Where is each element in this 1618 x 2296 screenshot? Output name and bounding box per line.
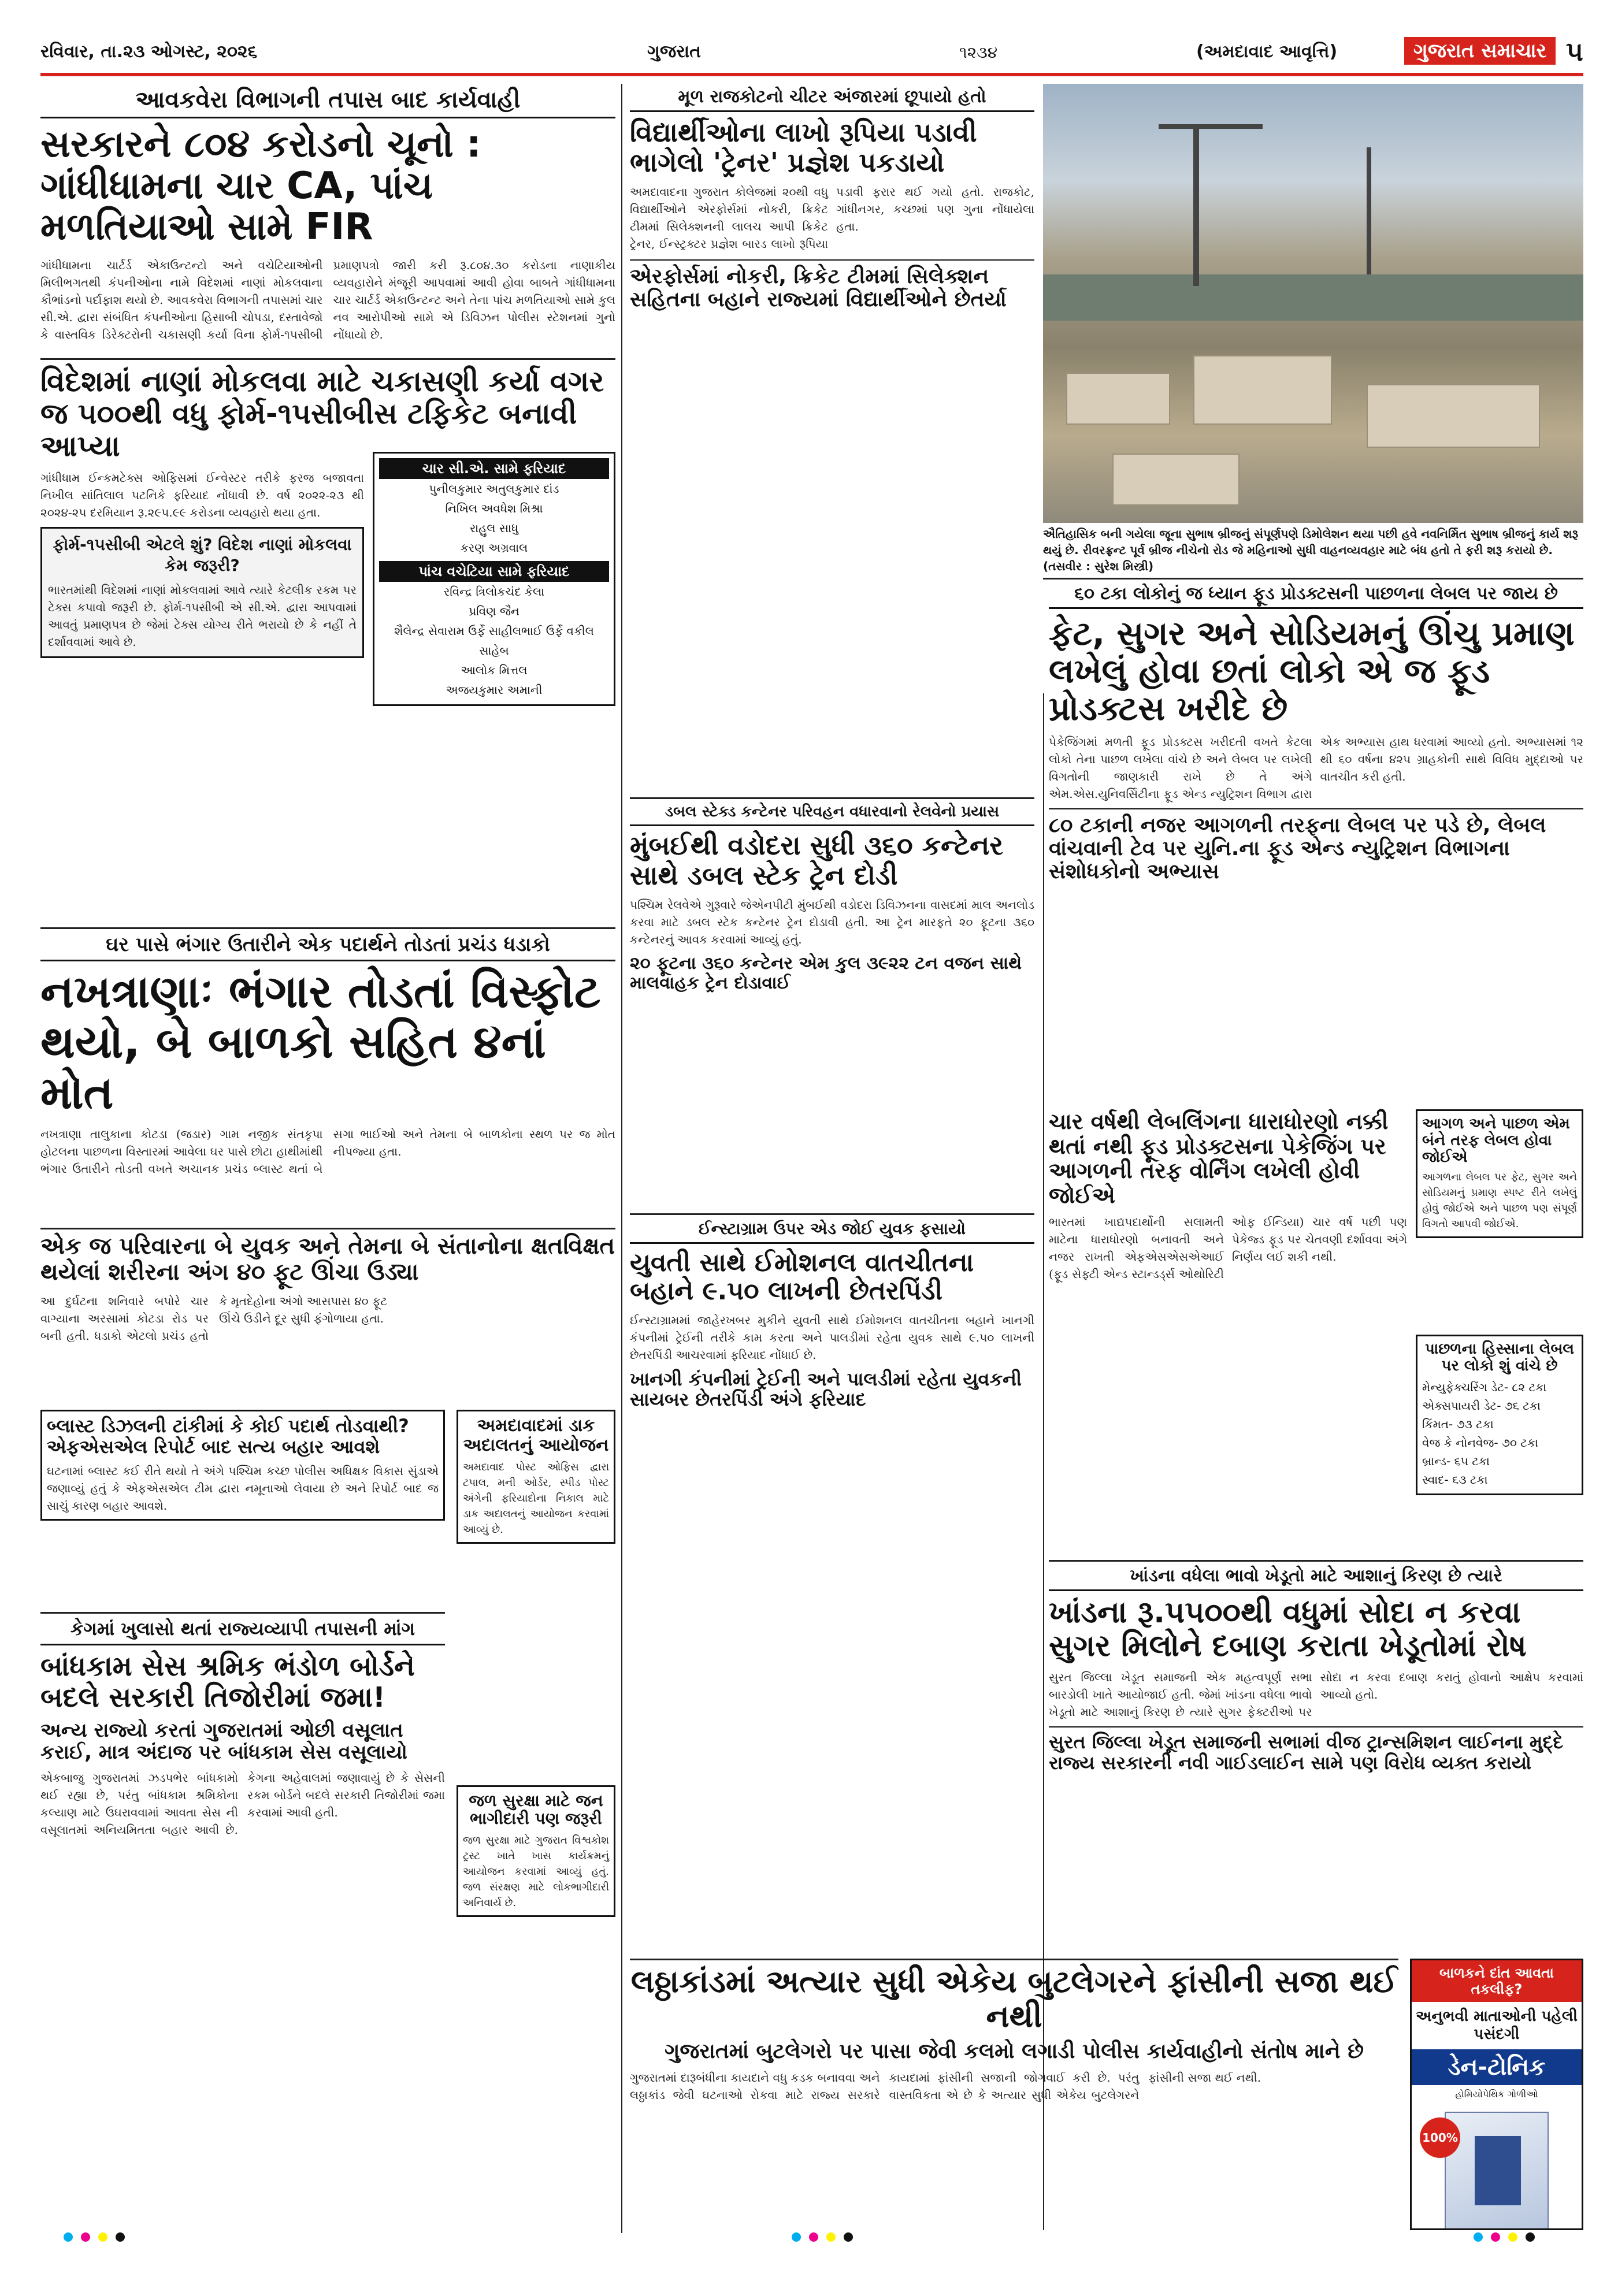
- story-body: આ દુર્ઘટના શનિવારે બપોરે ચાર વાગ્યાના અરસામાં કોટડા રોડ પર બની હતી. ધડાકો એટલો પ્રચંડ હતો કે મૃતદેહોના અંગો આસપાસ ૪૦ ફૂટ ઊંચે ઉડીને દૂર સુધી ફંગોળાયા હતા.: [40, 1294, 387, 1343]
- sidebar-title: પાંચ વચેટિયા સામે ફરિયાદ: [379, 561, 609, 582]
- box-body: આગળના લેબલ પર ફેટ, સુગર અને સોડિયમનું પ્રમાણ સ્પષ્ટ રીતે લખેલું હોવું જોઈએ અને પાછળ પણ સંપૂર્ણ વિગતો આપવી જોઈએ.: [1422, 1171, 1577, 1231]
- story-kicker: કેગમાં ખુલાસો થતાં રાજ્યવ્યાપી તપાસની માંગ: [40, 1618, 445, 1645]
- stat-item: કિંમત- ૭૩ ટકા: [1422, 1417, 1494, 1432]
- story-kicker: ખાંડના વધેલા ભાવો ખેડૂતો માટે આશાનું કિરણ છે ત્યારે: [1049, 1566, 1583, 1591]
- story-form-15cb: [40, 365, 615, 697]
- story-subhead: ગુજરાતમાં બુટલેગરો પર પાસા જેવી કલમો લગાડી પોલીસ કાર્યવાહીનો સંતોષ માને છે: [665, 2039, 1364, 2063]
- story-subhead: અન્ય રાજ્યો કરતાં ગુજરાતમાં ઓછી વસૂલાત કરાઈ, માત્ર અંદાજ પર બાંધકામ સેસ વસૂલાયો: [40, 1718, 407, 1764]
- registration-mark: [1491, 2232, 1500, 2242]
- story-subhead: ૮૦ ટકાની નજર આગળની તરફના લેબલ પર પડે છે, લેબલ વાંચવાની ટેવ પર યુનિ.ના ફૂડ એન્ડ ન્યુટ્રિશન વિભાગના સંશોધકોનો અભ્યાસ: [1049, 808, 1583, 884]
- story-food-labels: [1049, 584, 1583, 884]
- page-header: [40, 35, 1583, 80]
- sidebar-name: અજયકુમાર અમાની: [446, 683, 543, 697]
- edition-label: (અમદાવાદ આવૃત્તિ): [1196, 42, 1338, 62]
- story-water-security: [457, 1785, 615, 1917]
- story-headline: લઠ્ઠાકાંડમાં અત્યાર સુધી એકેય બુટલેગરને ફાંસીની સજા થઈ નથી: [630, 1963, 1398, 2035]
- sidebar-title: ચાર સી.એ. સામે ફરિયાદ: [379, 458, 609, 479]
- newspaper-page: [40, 35, 1583, 2242]
- accused-sidebar: [373, 452, 615, 706]
- ad-tagline: અનુભવી માતાઓની પહેલી પસંદગી: [1415, 2008, 1578, 2043]
- registration-mark: [809, 2232, 818, 2242]
- sidebar-name: રાહુલ સાધુ: [469, 521, 519, 535]
- sidebar-name: આલોક મિત્તલ: [461, 663, 528, 677]
- story-subhead: ખાનગી કંપનીમાં ટ્રેઈની અને પાલડીમાં રહેતા યુવકની સાયબર છેતરપિંડી અંગે ફરિયાદ: [630, 1368, 1022, 1411]
- story-headline: મુંબઈથી વડોદરા સુધી ૩૬૦ કન્ટેનર સાથે ડબલ સ્ટેક ટ્રેન દોડી: [630, 830, 1004, 891]
- stat-item: બ્રાન્ડ- ૬૫ ટકા: [1422, 1454, 1490, 1469]
- explainer-body: ભારતમાંથી વિદેશમાં નાણાં મોકલવામાં આવે ત્યારે કેટલીક રકમ પર ટેક્સ કપાવો જરૂરી છે. ફોર્મ-૧૫સીબી એ સી.એ. દ્વારા આપવામાં આવતું પ્રમાણપત્ર છે જેમાં ટેક્સ યોગ્ય રીતે ભરાયો છે કે નહીં તે દર્શાવવામાં આવે છે.: [48, 582, 357, 649]
- registration-mark: [116, 2232, 125, 2242]
- masthead-logo: ગુજરાત સમાચાર: [1404, 37, 1556, 65]
- section-name: ગુજરાત: [647, 42, 702, 62]
- story-headline: ચાર વર્ષથી લેબલિંગના ધારાધોરણો નક્કી થતાં નથી ફૂડ પ્રોડક્ટસના પેકેજિંગ પર આગળની તરફ વોર્નિંગ લખેલી હોવી જોઈએ: [1049, 1109, 1389, 1208]
- story-divider: [40, 927, 615, 929]
- story-divider: [40, 358, 615, 360]
- page-code: ૧૨૩૪: [959, 43, 998, 62]
- dentonic-advertisement: [1410, 1959, 1583, 2230]
- story-divider: [40, 1228, 615, 1229]
- story-fsl-report: [40, 1410, 445, 1521]
- bridge-construction-photo: [1043, 84, 1583, 523]
- story-sugar-mills: [1049, 1566, 1583, 1774]
- sidebar-name: રવિન્દ્ર ત્રિલોકચંદ કેલા: [443, 585, 545, 599]
- column-divider: [621, 84, 622, 2233]
- story-kicker: મૂળ રાજકોટનો ચીટર અંજારમાં છૂપાયો હતો: [630, 87, 1034, 112]
- story-body: ગાંધીધામના ચાર્ટર્ડ એકાઉન્ટન્ટો અને વચેટિયાઓની મિલીભગતથી કંપનીઓના નામે વિદેશમાં નાણાં મોકલવાના કૌભાંડનો પર્દાફાશ થયો છે. આવકવેરા વિભાગની તપાસમાં ચાર સી.એ. દ્વારા સંબંધિત કંપનીઓના હિસાબી ચોપડા, દસ્તાવેજો કે વાસ્તવિક ડિરેક્ટરોની ચકાસણી કર્યા વિના ફોર્મ-૧૫સીબી પ્રમાણપત્રો જારી કરી રૂ.૮૦૪.૩૦ કરોડના નાણાકીય વ્યવહારોને મંજૂરી આપવામાં આવી હોવા બાબતે ગાંધીધામના ચાર ચાર્ટર્ડ એકાઉન્ટન્ટ અને તેના પાંચ મળતિયાઓ સામે કુલ નવ આરોપીઓ સામે એ ડિવિઝન પોલીસ સ્ટેશનમાં ગુનો નોંધાયો છે.: [40, 258, 615, 342]
- story-fssai-warning: [1049, 1109, 1407, 1283]
- story-family-victims: [40, 1234, 615, 1344]
- story-kicker: આવકવેરા વિભાગની તપાસ બાદ કાર્યવાહી: [40, 87, 615, 118]
- registration-mark: [826, 2232, 836, 2242]
- sidebar-name: શૈલેન્દ્ર સેવારામ ઉર્ફે સાહીલભાઈ ઉર્ફે વકીલ સાહેબ: [394, 624, 594, 657]
- stat-item: વેજ કે નોનવેજ- ૭૦ ટકા: [1422, 1436, 1538, 1450]
- ad-subtitle: હોમિયોપેથિક ગોળીઓ: [1455, 2089, 1538, 2100]
- story-body: અમદાવાદ પોસ્ટ ઓફિસ દ્વારા ટપાલ, મની ઓર્ડર, સ્પીડ પોસ્ટ અંગેની ફરિયાદોના નિકાલ માટે ડાક અદાલતનું આયોજન કરવામાં આવ્યું છે.: [463, 1461, 609, 1536]
- story-body: ગુજરાતમાં દારૂબંધીના કાયદાને વધુ કડક બનાવવા અને લઠ્ઠાકાંડ જેવી ઘટનાઓ રોકવા માટે રાજ્ય સરકારે કાયદામાં ફાંસીની સજાની જોગવાઈ કરી છે. પરંતુ વાસ્તવિકતા એ છે કે અત્યાર સુધી એકેય બુટલેગરને ફાંસીની સજા થઈ નથી.: [630, 2071, 1261, 2102]
- sidebar-name: કરણ અગ્રવાલ: [460, 541, 528, 555]
- story-kicker: ઘર પાસે ભંગાર ઉતારીને એક પદાર્થને તોડતાં પ્રચંડ ધડાકો: [40, 933, 615, 961]
- header-rule: [40, 73, 1583, 76]
- registration-mark: [1474, 2232, 1483, 2242]
- story-headline: વિદ્યાર્થીઓના લાખો રૂપિયા પડાવી ભાગેલો 'ટ્રેનર' પ્રજ્ઞેશ પકડાયો: [630, 117, 977, 178]
- photo-caption: [1043, 526, 1583, 574]
- story-blast: [40, 933, 615, 1177]
- story-divider: [630, 1959, 1398, 1960]
- label-reading-stats-box: [1416, 1335, 1583, 1495]
- story-headline: યુવતી સાથે ઈમોશનલ વાતચીતના બહાને ૯.૫૦ લાખની છેતરપિંડી: [630, 1248, 974, 1306]
- sidebar-name: નિખિલ અવધેશ મિશ્રા: [445, 501, 543, 515]
- registration-mark: [792, 2232, 801, 2242]
- story-construction-cess: [40, 1618, 445, 1838]
- story-body: ઈન્સ્ટાગ્રામમાં જાહેરખબર મુકીને યુવતી સાથે ઈમોશનલ વાતચીતના બહાને ખાનગી કંપનીમાં ટ્રેઈની તરીકે કામ કરતા અને પાલડીમાં રહેતા યુવક સાથે ૯.૫૦ લાખની છેતરપિંડી આચરવામાં ફરિયાદ નોંધાઈ છે.: [630, 1313, 1034, 1362]
- page-number: ૫: [1565, 36, 1583, 67]
- story-headline: ફેટ, સુગર અને સોડિયમનું ઊંચુ પ્રમાણ લખેલું હોવા છતાં લોકો એ જ ફૂડ પ્રોડક્ટસ ખરીદે છે: [1049, 614, 1575, 728]
- story-double-stack-train: [630, 803, 1034, 993]
- story-divider: [630, 797, 1034, 799]
- story-fake-trainer: [630, 87, 1034, 312]
- registration-mark: [844, 2232, 853, 2242]
- story-divider: [40, 1612, 445, 1614]
- story-body: ગાંધીધામ ઈન્કમટેક્સ ઓફિસમાં ઈન્વેસ્ટર તરીકે ફરજ બજાવતા નિખીલ સાંતિલાલ પટનિકે ફરિયાદ નોંધાવી છે. વર્ષ ૨૦૨૨-૨૩ થી ૨૦૨૪-૨૫ દરમિયાન રૂ.૨૯૫.૯૯ કરોડના વ્યવહારો થયા હતા.: [40, 471, 364, 519]
- story-body: એકબાજુ ગુજરાતમાં ઝડપભેર બાંધકામો થઈ રહ્યા છે, પરંતુ બાંધકામ શ્રમિકોના કલ્યાણ માટે ઉઘરાવવામાં આવતા સેસ ની વસૂલાતમાં અનિયમિતતા બહાર આવી છે. કેગના અહેવાલમાં જણાવાયું છે કે સેસની રકમ બોર્ડને બદલે સરકારી તિજોરીમાં જમા કરવામાં આવી હતી.: [40, 1770, 445, 1837]
- story-body: જળ સુરક્ષા માટે ગુજરાત વિશ્વકોશ ટ્રસ્ટ ખાતે ખાસ કાર્યક્રમનું આયોજન કરવામાં આવ્યું હતું. જળ સંરક્ષણ માટે લોકભાગીદારી અનિવાર્ય છે.: [463, 1834, 609, 1909]
- sidebar-name: પુનીલકુમાર અતુલકુમાર દાંડ: [429, 482, 559, 496]
- story-subhead: એરફોર્સમાં નોકરી, ક્રિકેટ ટીમમાં સિલેક્શન સહિતના બહાને રાજ્યમાં વિદ્યાર્થીઓને છેતર્યા: [630, 259, 1034, 312]
- registration-mark: [98, 2232, 107, 2242]
- story-income-tax: [40, 87, 615, 343]
- stat-item: મેન્યુફેક્ચરિંગ ડેટ- ૮૨ ટકા: [1422, 1380, 1547, 1395]
- explainer-title: ફોર્મ-૧૫સીબી એટલે શું? વિદેશ નાણાં મોકલવા કેમ જરૂરી?: [53, 535, 352, 575]
- box-title: પાછળના હિસ્સાના લેબલ પર લોકો શું વાંચે છે: [1424, 1340, 1575, 1375]
- registration-mark: [81, 2232, 90, 2242]
- product-pack-image: [1412, 2112, 1582, 2230]
- story-body: પશ્ચિમ રેલવેએ ગુરૂવારે જેએનપીટી મુંબઈથી વડોદરા ડિવિઝનના વાસદમાં માલ અનલોડ કરવા માટે ડબલ સ્ટેક કન્ટેનર ટ્રેન દોડાવી હતી. આ ટ્રેન મારફતે ૨૦ ફૂટના ૩૬૦ કન્ટેનરનું આવક કરવામાં આવ્યું હતું.: [630, 898, 1034, 947]
- story-body: નખત્રાણા તાલુકાના કોટડા (જડાર) ગામ નજીક સંતકૃપા હોટલના પાછળના વિસ્તારમાં આવેલા ઘર પાસે છોટા હાથીમાંથી ભંગાર ઉતારીને તોડતી વખતે અચાનક પ્રચંડ બ્લાસ્ટ થતાં બે સગા ભાઈઓ અને તેમના બે બાળકોના સ્થળ પર જ મોત નીપજ્યા હતા.: [40, 1127, 615, 1176]
- issue-date: રવિવાર, તા.૨૩ ઓગસ્ટ, ૨૦૨૬: [40, 42, 258, 62]
- story-body: પેકેજિંગમાં મળતી ફૂડ પ્રોડક્ટસ ખરીદતી વખતે કેટલા લોકો તેના પાછળ લખેલા વાંચે છે અને લેબલ પર લખેલી વિગતોની જાણકારી રાખે છે તે અંગે એમ.એસ.યુનિવર્સિટીના ફૂડ એન્ડ ન્યુટ્રિશન વિભાગ દ્વારા એક અભ્યાસ હાથ ધરવામાં આવ્યો હતો. અભ્યાસમાં ૧૨ થી ૬૦ વર્ષના ૪૨૫ ગ્રાહકોની સાથે વિવિધ મુદ્દાઓ પર વાતચીત કરી હતી.: [1049, 734, 1583, 801]
- story-divider: [1049, 1560, 1583, 1562]
- story-body: સુરત જિલ્લા ખેડૂત સમાજની એક મહત્વપૂર્ણ સભા બારડોલી ખાતે આયોજાઈ હતી. જેમાં ખાંડના વધેલા ભાવો ખેડૂતો માટે આશાનું કિરણ છે ત્યારે સુગર ફેક્ટરીઓ પર સોદા ન કરવા દબાણ કરાતું હોવાનો આક્ષેપ કરવામાં આવ્યો હતો.: [1049, 1670, 1583, 1719]
- ad-badge: 100%: [1420, 2117, 1460, 2158]
- ad-headline: બાળકને દાંત આવતા તકલીફ?: [1412, 1960, 1582, 2002]
- stat-item: એક્સપાયરી ડેટ- ૭૬ ટકા: [1422, 1399, 1541, 1413]
- story-headline: જળ સુરક્ષા માટે જન ભાગીદારી પણ જરૂરી: [469, 1791, 603, 1829]
- story-subhead: સુરત જિલ્લા ખેડૂત સમાજની સભામાં વીજ ટ્રાન્સમિશન લાઈનના મુદ્દે રાજ્ય સરકારની નવી ગાઈડલાઈન સામે પણ વિરોધ વ્યક્ત કરાયો: [1049, 1726, 1583, 1774]
- story-headline: નખત્રાણાઃ ભંગાર તોડતાં વિસ્ફોટ થયો, બે બાળકો સહિત ૪નાં મોત: [40, 966, 601, 1119]
- story-divider: [1043, 578, 1583, 579]
- story-headline: અમદાવાદમાં ડાક અદાલતનું આયોજન: [463, 1416, 609, 1455]
- story-headline: બાંધકામ સેસ શ્રમિક ભંડોળ બોર્ડને બદલે સરકારી તિજોરીમાં જમા!: [40, 1650, 415, 1714]
- story-kicker: ડબલ સ્ટેક્ડ કન્ટેનર પરિવહન વધારવાનો રેલવેનો પ્રયાસ: [630, 803, 1034, 826]
- story-bootleggers: [630, 1964, 1398, 2104]
- caption-text: ઐતિહાસિક બની ગયેલા જૂના સુભાષ બ્રીજનું સંપૂર્ણપણે ડિમોલેશન થયા પછી હવે નવનિર્મિત સુભાષ બ્રીજનું કાર્ય શરૂ થયું છે. રીવરફ્રન્ટ પૂર્વ બ્રીજ નીચેનો રોડ જે મહિનાઓ સુધી વાહનવ્યવહાર માટે બંધ હતો તે ફરી શરૂ કરાયો છે. (તસવીર : સુરેશ મિસ્ત્રી): [1043, 527, 1579, 573]
- story-body: અમદાવાદના ગુજરાત કોલેજમાં ૨૦થી વધુ વિદ્યાર્થીઓને એરફોર્સમાં નોકરી, ક્રિકેટ ટીમમાં સિલેક્શનની લાલચ આપી ક્રિકેટ ટ્રેનર, ઈન્સ્ટ્રક્ટર પ્રજ્ઞેશ બારડ લાખો રૂપિયા પડાવી ફરાર થઈ ગયો હતો. રાજકોટ, ગાંધીનગર, કચ્છમાં પણ ગુના નોંધાયેલા હતા.: [630, 185, 1034, 251]
- story-subhead: ૨૦ ફૂટના ૩૬૦ કન્ટેનર એમ કુલ ૩૯૨૨ ટન વજન સાથે માલવાહક ટ્રેન દોડાવાઈ: [630, 953, 1022, 993]
- story-kicker: ૬૦ ટકા લોકોનું જ ધ્યાન ફૂડ પ્રોડક્ટસની પાછળના લેબલ પર જાય છે: [1049, 584, 1583, 609]
- registration-mark: [1508, 2232, 1517, 2242]
- story-headline: ખાંડના રૂ.૫૫૦૦થી વધુમાં સોદા ન કરવા સુગર મિલોને દબાણ કરાતા ખેડૂતોમાં રોષ: [1049, 1595, 1527, 1664]
- registration-mark: [64, 2232, 73, 2242]
- story-body: ભારતમાં ખાદ્યપદાર્થોની સલામતી માટેના ધારાધોરણો બનાવતી અને નજર રાખતી એફએસએસએઆઈ (ફૂડ સેફ્ટી એન્ડ સ્ટાન્ડર્ડ્સ ઓથોરિટી ઓફ ઈન્ડિયા) ચાર વર્ષ પછી પણ પેકેજ્ડ ફૂડ પર ચેતવણી દર્શાવવા અંગે નિર્ણય લઈ શકી નથી.: [1049, 1215, 1407, 1281]
- box-title: આગળ અને પાછળ એમ બંને તરફ લેબલ હોવા જોઈએ: [1422, 1115, 1570, 1166]
- story-dak-adalat: [457, 1410, 615, 1544]
- story-cyber-fraud: [630, 1219, 1034, 1410]
- story-headline: બ્લાસ્ટ ડિઝલની ટાંકીમાં કે કોઈ પદાર્થ તોડવાથી? એફએસએલ રિપોર્ટ બાદ સત્ય બહાર આવશે: [47, 1415, 409, 1458]
- explainer-box: [40, 527, 364, 658]
- ad-brand: ડેન-ટોનિક: [1412, 2049, 1582, 2085]
- story-divider: [630, 1213, 1034, 1215]
- story-headline: વિદેશમાં નાણાં મોકલવા માટે ચકાસણી કર્યા વગર જ ૫૦૦થી વધુ ફોર્મ-૧૫સીબીસ ટફિકેટ બનાવી આપ્યા: [40, 365, 604, 463]
- story-kicker: ઈન્સ્ટાગ્રામ ઉપર એડ જોઈ યુવક ફસાયો: [630, 1219, 1034, 1244]
- front-back-label-box: [1416, 1109, 1583, 1238]
- registration-mark: [1526, 2232, 1535, 2242]
- story-body: ઘટનામાં બ્લાસ્ટ કઈ રીતે થયો તે અંગે પશ્ચિમ કચ્છ પોલીસ અધિક્ષક વિકાસ સુંડાએ જણાવ્યું હતું કે એફએસએલ ટીમ દ્વારા નમૂનાઓ લેવાયા છે અને રિપોર્ટ બાદ જ સાચું કારણ બહાર આવશે.: [47, 1463, 439, 1513]
- stat-item: સ્વાદ- ૬૩ ટકા: [1422, 1473, 1488, 1487]
- story-headline: સરકારને ૮૦૪ કરોડનો ચૂનો : ગાંધીધામના ચાર CA, પાંચ મળતિયાઓ સામે FIR: [40, 123, 481, 249]
- story-headline: એક જ પરિવારના બે યુવક અને તેમના બે સંતાનોના ક્ષતવિક્ષત થયેલાં શરીરના અંગ ૪૦ ફૂટ ઊંચા ઉડ્યા: [40, 1233, 615, 1286]
- sidebar-name: પ્રવિણ જૈન: [469, 604, 519, 618]
